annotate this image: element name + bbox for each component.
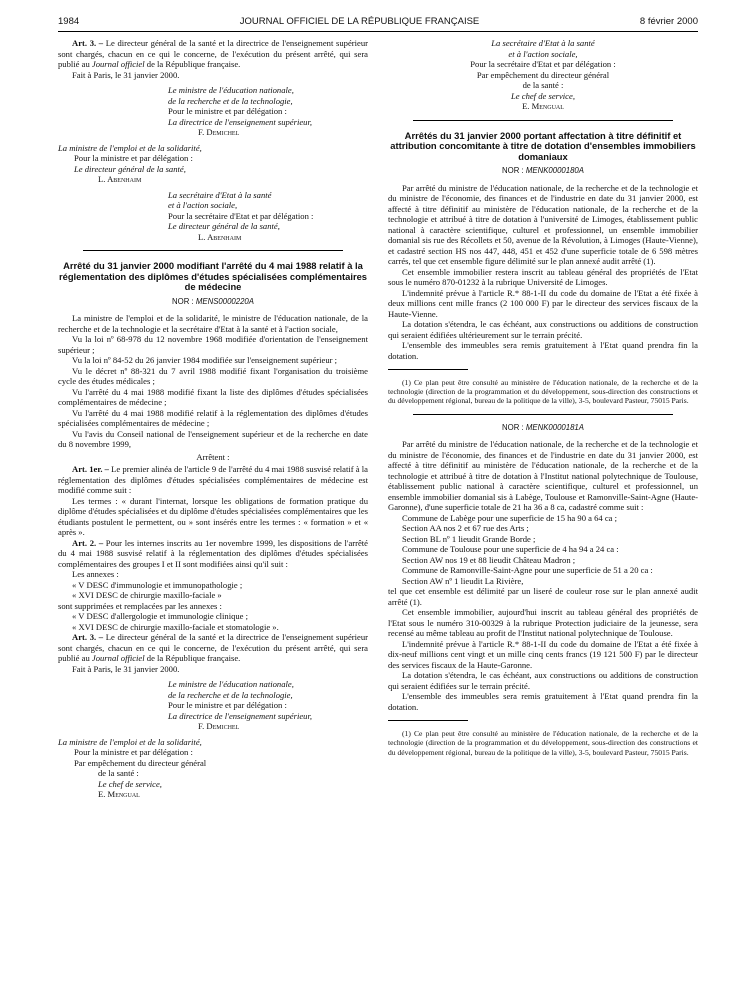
- footnote-rule: [388, 369, 468, 370]
- toulouse-paragraph: Cet ensemble immobilier, aujourd'hui inscrit au tableau général des propriétés de l'Etat sous le numéro 310-00329 à la rubrique Protection judiciaire de la jeunesse, sera recensé au même tableau au profit de l'Institut national polytechnique de Toulouse.: [388, 607, 698, 639]
- nor-reference: NOR : MENS0000220A: [172, 296, 254, 306]
- article-1: Art. 1er. – Le premier alinéa de l'article 9 de l'arrêté du 4 mai 1988 susvisé relatif à la réglementation des diplômes d'études spécialisées complémentaires de médecine est modifié comme suit :: [58, 464, 368, 495]
- vu-line: Vu l'arrêté du 4 mai 1988 modifié relatif à la réglementation des diplômes d'études spécialisées complémentaires de médecine ;: [58, 407, 368, 428]
- cadastre-line: Section BL nº 1 lieudit Grande Borde ;: [402, 533, 536, 544]
- footnote-1: (1) Ce plan peut être consulté au ministère de l'éducation nationale, de la recherche et de la technologie (direction de la programmation et du développement, sous-direction des constructions et du développement régional, bureau de la politique de la ville), 3-5, boulevard Pasteur, 75015 Paris.: [388, 378, 698, 406]
- cadastre-line: Commune de Labège pour une superficie de 15 ha 90 a 64 ca ;: [402, 512, 618, 523]
- toulouse-paragraph: tel que cet ensemble est délimité par un liseré de couleur rose sur le plan annexé audit arrêté (1).: [388, 586, 698, 607]
- limoges-paragraph: L'indemnité prévue à l'article R.* 88-1-II du code du domaine de l'Etat a été fixée à deux millions cent mille francs (2 100 000 F) par le directeur des services fiscaux de la Haute-Vienne.: [388, 287, 698, 319]
- article-3-bottom: Art. 3. – Le directeur général de la santé et la directrice de l'enseignement supérieur sont chargés, chacun en ce qui le concerne, de l'exécution du présent arrêté, qui sera publié au Journal officiel de la République française.: [58, 632, 368, 663]
- left-column: [58, 38, 368, 800]
- cadastre-line: Commune de Toulouse pour une superficie de 4 ha 94 a 24 ca :: [402, 544, 619, 555]
- limoges-paragraph: Cet ensemble immobilier restera inscrit au tableau général des propriétés de l'Etat sous le numéro 870-01232 à la rubrique Université de Limoges.: [388, 266, 698, 287]
- vu-line: Vu la loi nº 68-978 du 12 novembre 1968 modifiée d'orientation de l'enseignement supérieur ;: [58, 334, 368, 355]
- footnote-rule: [388, 720, 468, 721]
- signature-block-2: La ministre de l'emploi et de la solidarité, Pour la ministre et par délégation : Le directeur général de la santé, L. Abenhaim: [58, 142, 202, 184]
- limoges-paragraph: La dotation s'étendra, le cas échéant, aux constructions ou additions de construction qui seraient édifiées ultérieurement sur le terrain précité.: [388, 319, 698, 340]
- toulouse-paragraph: Par arrêté du ministre de l'éducation nationale, de la recherche et de la technologie et du ministre de l'économie, des finances et de l'industrie en date du 31 janvier 2000, est affecté à titre définitif au ministère de l'éducation nationale, de la recherche et de la technologie et attribué à titre de dotation à l'Institut national polytechnique de Toulouse, établissement public national à caractère scientifique, culturel et professionnel, un ensemble immobilier domanial sis à Labège, Toulouse et Ramonville-Saint-Agne (Haute-Garonne), d'une superficie totale de 21 ha 36 a 8 ca, cadastré comme suit :: [388, 439, 698, 513]
- annexes-intro: Les annexes :: [72, 569, 119, 579]
- cadastre-line: Section AW nº 1 lieudit La Rivière,: [402, 575, 524, 586]
- signature-block-right: La secrétaire d'Etat à la santé et à l'action sociale, Pour la secrétaire d'Etat et par délégation : Par empêchement du directeur général de la santé : Le chef de service, E. Mengual: [470, 38, 616, 111]
- fait-a-paris-top: Fait à Paris, le 31 janvier 2000.: [72, 69, 180, 80]
- annex-new: « V DESC d'allergologie et immunologie clinique ;: [72, 611, 249, 621]
- toulouse-paragraph: L'indemnité prévue à l'article R.* 88-1-II du code du domaine de l'Etat a été fixée à dix-neuf millions cent vingt et un mille cinq cents francs (19 121 500 F) par le directeur des services fiscaux de la Haute-Garonne.: [388, 638, 698, 670]
- fait-a-paris-bottom: Fait à Paris, le 31 janvier 2000.: [72, 663, 180, 674]
- article-3-top: Art. 3. – Le directeur général de la santé et la directrice de l'enseignement supérieur sont chargés, chacun en ce qui le concerne, de l'exécution du présent arrêté, qui sera publié au Journal officiel de la République française.: [58, 38, 368, 69]
- signature-block-4: Le ministre de l'éducation nationale, de la recherche et de la technologie, Pour le ministre et par délégation : La directrice de l'enseignement supérieur, F. Demichel: [168, 679, 312, 731]
- toulouse-paragraph: La dotation s'étendra, le cas échéant, aux constructions ou additions de construction qui seraient édifiées sur le terrain précité.: [388, 670, 698, 691]
- decree-intro: La ministre de l'emploi et de la solidarité, le ministre de l'éducation nationale, de la recherche et de la technologie et la secrétaire d'Etat à la santé et à l'action sociale,: [58, 313, 368, 334]
- cadastre-line: Commune de Ramonville-Saint-Agne pour une superficie de 51 a 20 ca :: [402, 565, 653, 576]
- annex-old: « V DESC d'immunologie et immunopathologie ;: [72, 579, 243, 590]
- toulouse-paragraph: L'ensemble des immeubles sera remis gratuitement à l'Etat quand prendra fin la dotation.: [388, 691, 698, 712]
- nor-reference-2: NOR : MENK0000181A: [502, 422, 584, 432]
- right-column: [388, 38, 698, 757]
- cadastre-line: Section AW nos 19 et 88 lieudit Château Madron ;: [402, 554, 576, 565]
- decrees-title: Arrêtés du 31 janvier 2000 portant affectation à titre définitif et attribution concomitante à titre de dotation d'ensembles immobiliers domaniaux: [390, 129, 696, 162]
- annex-old: « XVI DESC de chirurgie maxillo-faciale »: [72, 590, 222, 600]
- article-1-detail: Les termes : « durant l'internat, lorsque les obligations de formation pratique du diplôme d'études spécialisées et du diplôme d'études spécialisées complémentaires que les étudiants postulent le permettent, ou » sont insérés entre les termes : « formation » et « après ».: [58, 495, 368, 537]
- separator-rule: [83, 250, 343, 251]
- issue-date: 8 février 2000: [639, 16, 698, 27]
- vu-line: Vu la loi nº 84-52 du 26 janvier 1984 modifiée sur l'enseignement supérieur ;: [72, 355, 338, 365]
- annex-new: « XVI DESC de chirurgie maxillo-faciale et stomatologie ».: [72, 621, 279, 632]
- separator-rule: [413, 120, 673, 121]
- arretent: Arrêtent :: [196, 451, 230, 462]
- signature-block-5: La ministre de l'emploi et de la solidarité, Pour la ministre et par délégation : Par empêchement du directeur général de la santé : Le chef de service, E. Mengual: [58, 736, 207, 799]
- vu-line: Vu l'avis du Conseil national de l'enseignement supérieur et de la recherche en date du 8 novembre 1999,: [58, 428, 368, 449]
- signature-block-3: La secrétaire d'Etat à la santé et à l'action sociale, Pour la secrétaire d'Etat et par délégation : Le directeur général de la santé, L. Abenhaim: [168, 189, 314, 242]
- signature-block-1: Le ministre de l'éducation nationale, de la recherche et de la technologie, Pour le ministre et par délégation : La directrice de l'enseignement supérieur, F. Demichel: [168, 85, 312, 137]
- cadastre-line: Section AA nos 2 et 67 rue des Arts ;: [402, 523, 529, 534]
- vu-line: Vu l'arrêté du 4 mai 1988 modifié fixant la liste des diplômes d'études spécialisées complémentaires de médecine ;: [58, 386, 368, 407]
- page-header: [58, 16, 698, 27]
- limoges-paragraph: Par arrêté du ministre de l'éducation nationale, de la recherche et de la technologie et du ministre de l'économie, des finances et de l'industrie en date du 31 janvier 2000, est affecté à titre définitif au ministère de l'éducation nationale, de la recherche et de la technologie et attribué à titre de dotation à l'université de Limoges, établissement public national à caractère scientifique, culturel et professionnel, un ensemble immobilier domanial sis rue des Récollets et 50, avenue de la Révolution, à Limoges (Haute-Vienne), et cadastré section HS nos 447, 448, 451 et 452 d'une superficie totale de 6 598 mètres carrés, tel que cet ensemble figure délimité sur le plan annexé audit arrêté (1).: [388, 182, 698, 266]
- article-2: Art. 2. – Pour les internes inscrits au 1er novembre 1999, les dispositions de l'arrêté du 4 mai 1988 susvisé relatif à la réglementation des diplômes d'études spécialisées complémentaires des groupes I et II sont modifiées ainsi qu'il suit :: [58, 537, 368, 569]
- page-number: 1984: [58, 16, 80, 27]
- annexes-replaced: sont supprimées et remplacées par les annexes :: [58, 600, 222, 611]
- limoges-paragraph: L'ensemble des immeubles sera remis gratuitement à l'Etat quand prendra fin la dotation.: [388, 340, 698, 361]
- journal-title: JOURNAL OFFICIEL DE LA RÉPUBLIQUE FRANÇAISE: [239, 16, 480, 27]
- footnote-2: (1) Ce plan peut être consulté au ministère de l'éducation nationale, de la recherche et de la technologie (direction de la programmation et du développement, sous-direction des constructions et du développement régional, bureau de la politique de la ville), 3-5, boulevard Pasteur, 75015 Paris.: [388, 729, 698, 757]
- vu-line: Vu le décret nº 88-321 du 7 avril 1988 modifié fixant l'organisation du troisième cycle des études médicales ;: [58, 365, 368, 386]
- decree-title: Arrêté du 31 janvier 2000 modifiant l'arrêté du 4 mai 1988 relatif à la réglementation des diplômes d'études spécialisées complémentaires de médecine: [58, 260, 368, 292]
- separator-rule: [413, 414, 673, 415]
- header-rule: [58, 31, 698, 32]
- nor-reference-1: NOR : MENK0000180A: [502, 166, 584, 175]
